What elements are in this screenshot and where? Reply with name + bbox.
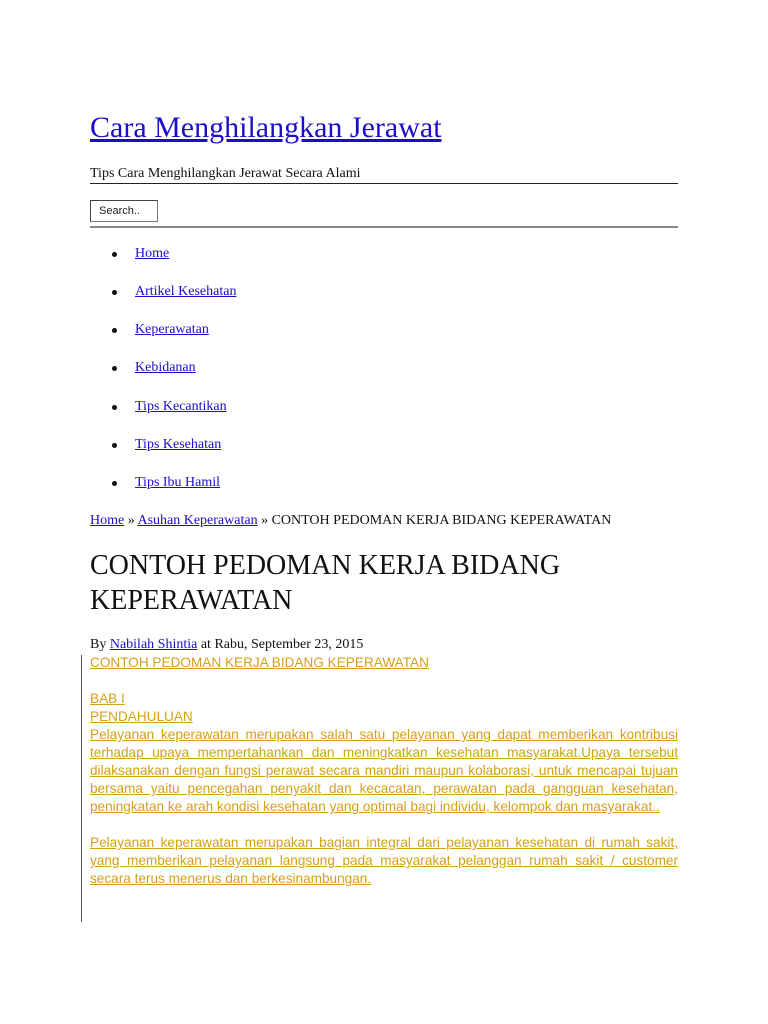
- breadcrumb-category-link[interactable]: Asuhan Keperawatan: [137, 513, 258, 528]
- post-title: CONTOH PEDOMAN KERJA BIDANG KEPERAWATAN: [90, 550, 561, 616]
- body-paragraph-2: Pelayanan keperawatan merupakan bagian integral dari pelayanan kesehatan di rumah sakit, yang memberikan pelayanan langsung pada masyarakat pelanggan rumah sakit / customer secara terus menerus dan berkesinambungan.: [90, 835, 678, 886]
- nav-link-tips-kesehatan[interactable]: Tips Kesehatan: [135, 437, 222, 452]
- blank-line: [90, 672, 678, 690]
- content-left-border: [81, 655, 82, 922]
- nav-link-tips-ibu-hamil[interactable]: Tips Ibu Hamil: [135, 475, 221, 490]
- nav-item-tips-kecantikan: [90, 397, 390, 417]
- post-date: at Rabu, September 23, 2015: [197, 637, 364, 652]
- nav-item-tips-kesehatan: [90, 435, 390, 455]
- breadcrumb-separator: »: [124, 513, 138, 528]
- author-link[interactable]: Nabilah Shintia: [109, 637, 198, 652]
- body-heading: CONTOH PEDOMAN KERJA BIDANG KEPERAWATAN: [90, 655, 429, 670]
- breadcrumb-current: CONTOH PEDOMAN KERJA BIDANG KEPERAWATAN: [271, 513, 612, 528]
- body-paragraph-1: Pelayanan keperawatan merupakan salah satu pelayanan yang dapat memberikan kontribusi terhadap upaya mempertahankan dan meningkatkan kesehatan masyarakat.Upaya tersebut dilaksanakan dengan fungsi perawat secara mandiri maupun kolaborasi, untuk mencapai tujuan bersama yaitu pencegahan penyakit dan kecacatan, perawatan pada gangguan kesehatan, peningkatan ke arah kondisi kesehatan yang optimal bagi individu, kelompok dan masyarakat..: [90, 727, 678, 814]
- site-title-link[interactable]: Cara Menghilangkan Jerawat: [90, 111, 442, 144]
- bullet-icon: [112, 366, 117, 371]
- bullet-icon: [112, 252, 117, 257]
- site-title: [90, 110, 442, 146]
- breadcrumb-home-link[interactable]: Home: [90, 513, 125, 528]
- breadcrumb-separator: »: [257, 513, 272, 528]
- nav-link-keperawatan[interactable]: Keperawatan: [135, 322, 209, 337]
- site-tagline: Tips Cara Menghilangkan Jerawat Secara Alami: [90, 165, 678, 184]
- search-bar: [90, 198, 678, 228]
- post-body: [90, 654, 678, 888]
- nav-item-tips-ibu-hamil: [90, 473, 390, 493]
- bullet-icon: [112, 405, 117, 410]
- blank-line: [90, 816, 678, 834]
- nav-link-home[interactable]: Home: [135, 246, 170, 261]
- search-input[interactable]: Search..: [90, 200, 158, 222]
- nav-link-kebidanan[interactable]: Kebidanan: [135, 360, 196, 375]
- bullet-icon: [112, 481, 117, 486]
- breadcrumb: [90, 511, 611, 531]
- nav-link-tips-kecantikan[interactable]: Tips Kecantikan: [135, 399, 227, 414]
- bullet-icon: [112, 443, 117, 448]
- nav-item-home: [90, 244, 390, 264]
- nav-item-keperawatan: [90, 320, 390, 340]
- byline-prefix: By: [90, 637, 110, 652]
- bullet-icon: [112, 290, 117, 295]
- bullet-icon: [112, 328, 117, 333]
- nav-item-kebidanan: [90, 358, 390, 378]
- post-byline: [90, 636, 363, 654]
- nav-link-artikel-kesehatan[interactable]: Artikel Kesehatan: [135, 284, 237, 299]
- nav-item-artikel-kesehatan: [90, 282, 390, 302]
- body-section-title: PENDAHULUAN: [90, 709, 193, 724]
- body-bab: BAB I: [90, 691, 125, 706]
